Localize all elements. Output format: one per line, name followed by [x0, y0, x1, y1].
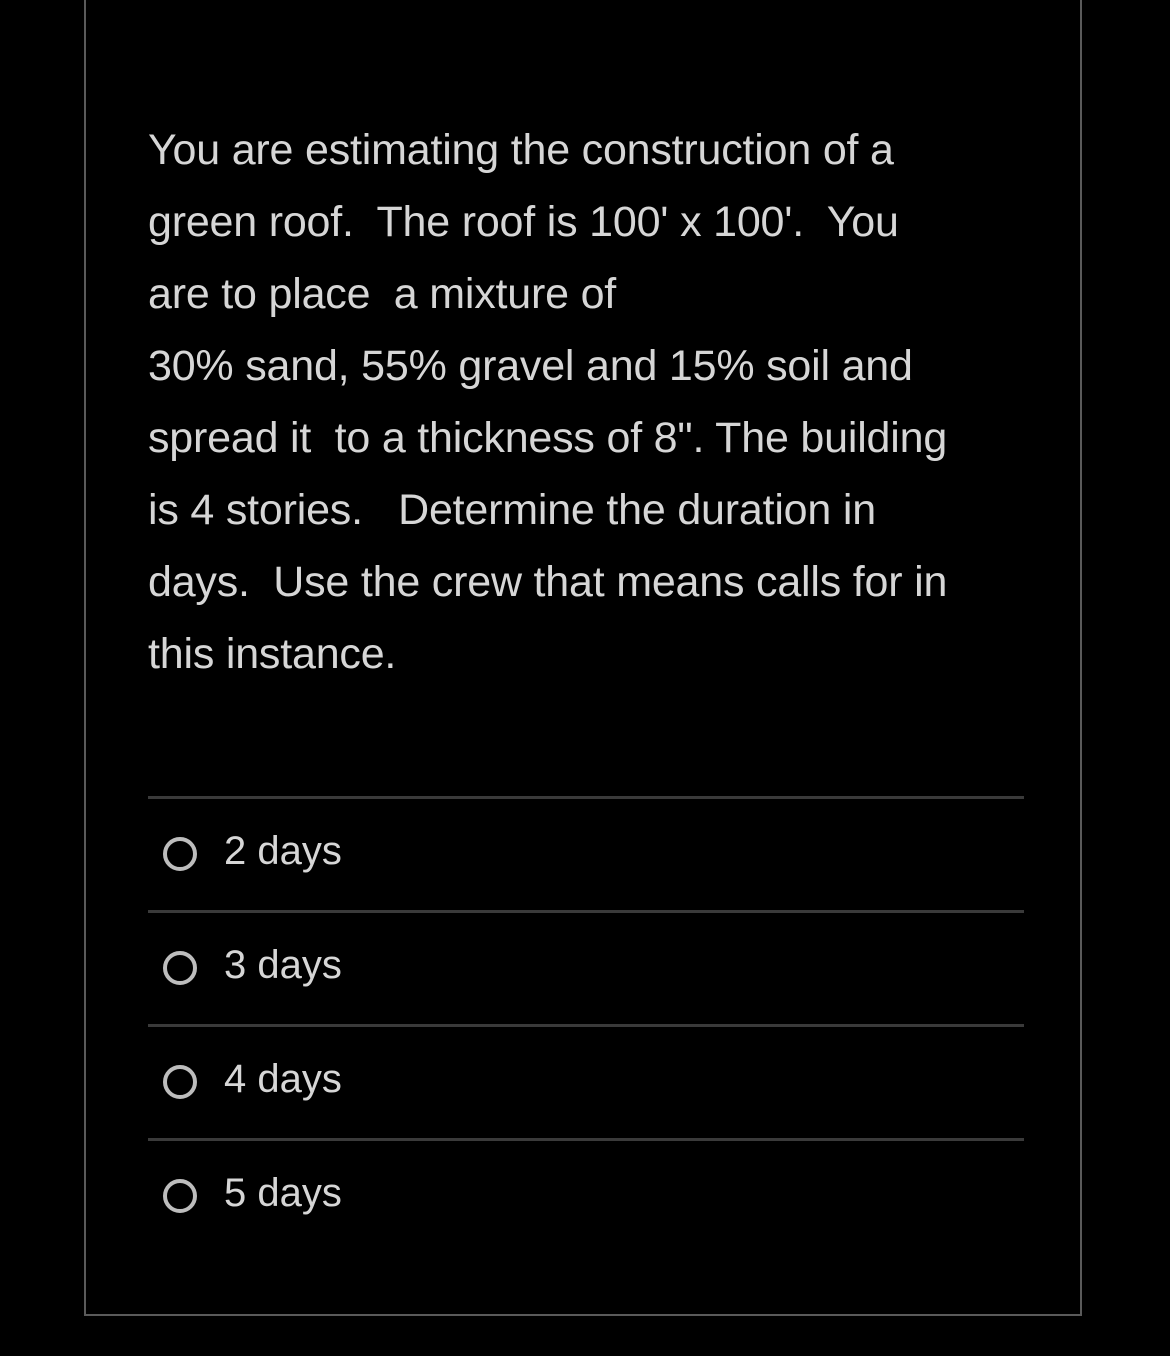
question-line: spread it to a thickness of 8". The building	[148, 414, 948, 462]
question-line: this instance.	[148, 630, 397, 678]
answer-label: 2 days	[224, 829, 342, 873]
question-line: days. Use the crew that means calls for in	[148, 558, 948, 606]
answer-option-3-days[interactable]	[148, 913, 1024, 1024]
question-line: green roof. The roof is 100' x 100'. You	[148, 198, 899, 246]
radio-unselected-icon[interactable]	[163, 951, 197, 985]
answer-option-4-days[interactable]	[148, 1027, 1024, 1138]
answer-label: 4 days	[224, 1057, 342, 1101]
radio-unselected-icon[interactable]	[163, 1065, 197, 1099]
answer-options-list	[148, 796, 1024, 1252]
answer-label: 5 days	[224, 1171, 342, 1215]
answer-option-2-days[interactable]	[148, 799, 1024, 910]
radio-unselected-icon[interactable]	[163, 1179, 197, 1213]
question-line: You are estimating the construction of a	[148, 126, 894, 174]
radio-unselected-icon[interactable]	[163, 837, 197, 871]
question-card	[84, 0, 1082, 1316]
question-prompt	[148, 114, 1028, 690]
question-line: are to place a mixture of	[148, 270, 617, 318]
question-line: is 4 stories. Determine the duration in	[148, 486, 876, 534]
question-line: 30% sand, 55% gravel and 15% soil and	[148, 342, 913, 390]
answer-option-5-days[interactable]	[148, 1141, 1024, 1252]
answer-label: 3 days	[224, 943, 342, 987]
